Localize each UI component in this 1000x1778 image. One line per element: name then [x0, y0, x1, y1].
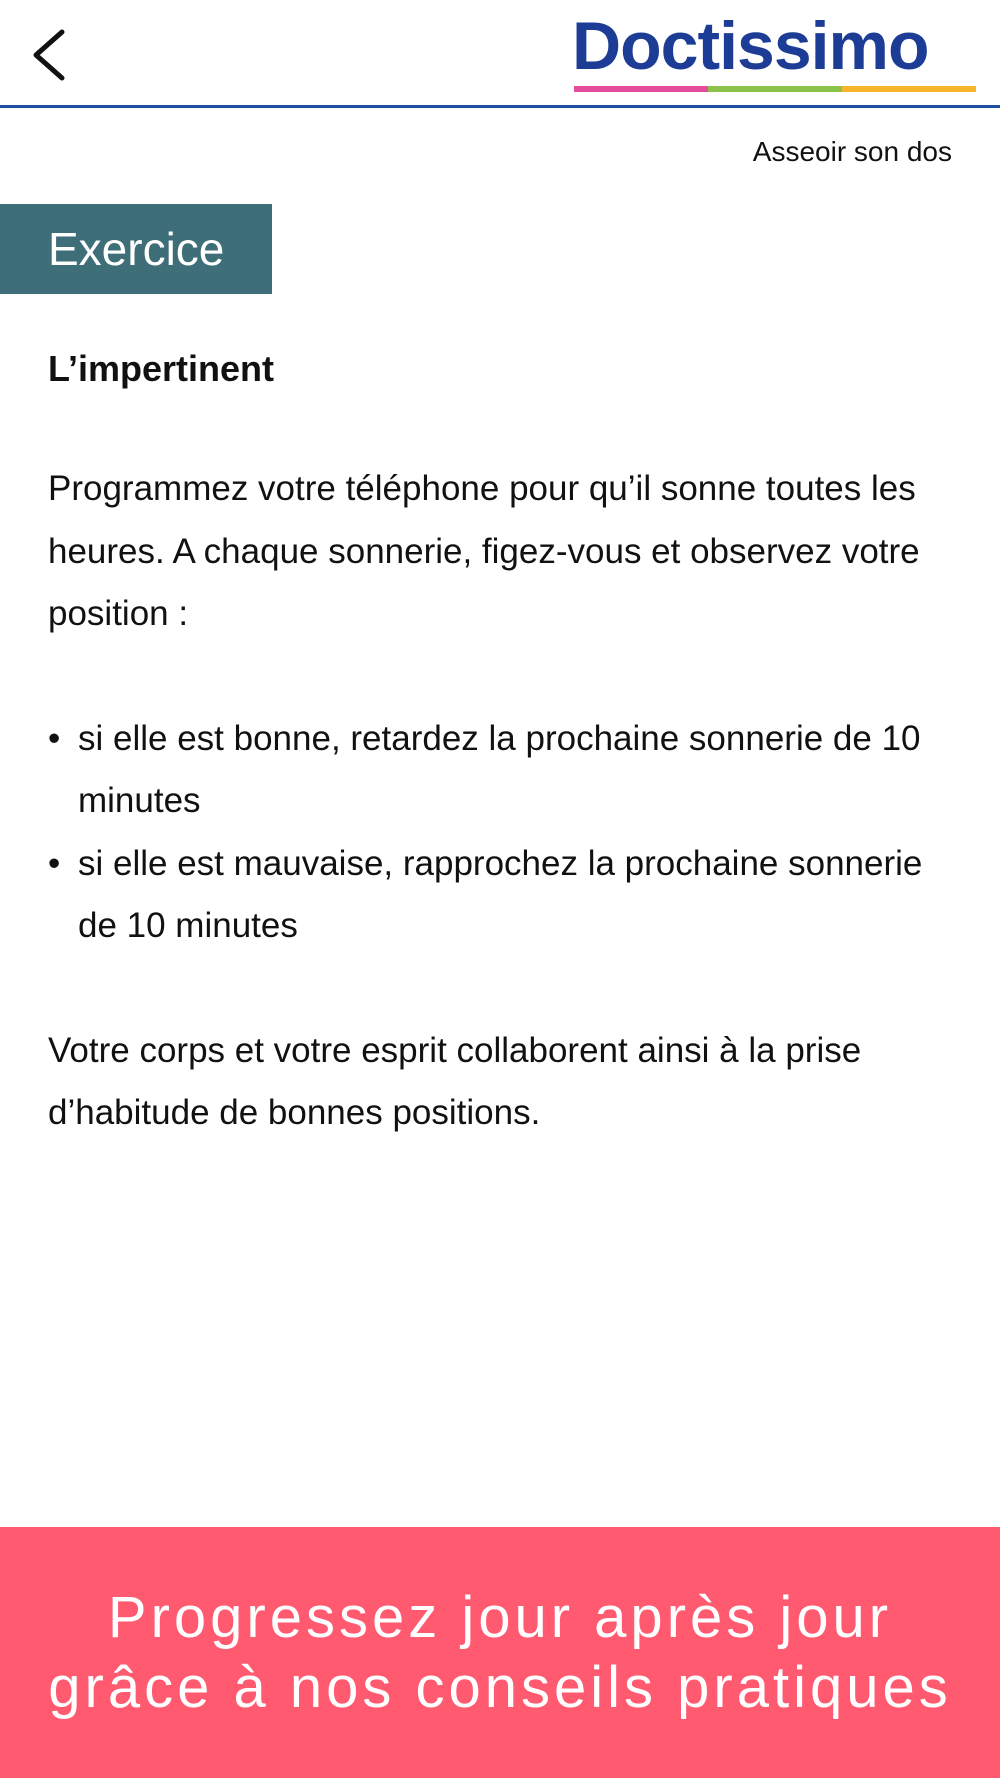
bullet-icon: •: [48, 843, 61, 883]
exercise-tag: Exercice: [0, 204, 272, 294]
chevron-left-icon: [22, 22, 82, 86]
logo-color-bar: [574, 86, 976, 92]
list-item-text: si elle est bonne, retardez la prochaine sonnerie de 10 minutes: [78, 718, 921, 820]
list-item: [48, 708, 958, 833]
article-intro: Programmez votre téléphone pour qu’il sonne toutes les heures. A chaque sonnerie, figez-vous et observez votre position :: [48, 469, 920, 633]
bullet-list: [48, 708, 958, 958]
section-label: Asseoir son dos: [752, 136, 952, 167]
list-item-text: si elle est mauvaise, rapprochez la prochaine sonnerie de 10 minutes: [78, 843, 923, 945]
list-item: [48, 833, 958, 958]
back-button[interactable]: [22, 22, 82, 86]
article-title: L’impertinent: [48, 348, 275, 389]
bullet-icon: •: [48, 718, 61, 758]
logo-text: Doctissimo: [572, 8, 929, 84]
promo-banner[interactable]: [0, 1527, 1000, 1778]
article-content: [48, 340, 958, 1145]
banner-line-1: Progressez jour après jour: [107, 1585, 893, 1650]
app-header: [0, 0, 1000, 108]
article-conclusion: Votre corps et votre esprit collaborent ainsi à la prise d’habitude de bonnes positions.: [48, 1030, 862, 1132]
doctissimo-logo[interactable]: [572, 8, 976, 92]
banner-line-2: grâce à nos conseils pratiques: [48, 1655, 952, 1720]
